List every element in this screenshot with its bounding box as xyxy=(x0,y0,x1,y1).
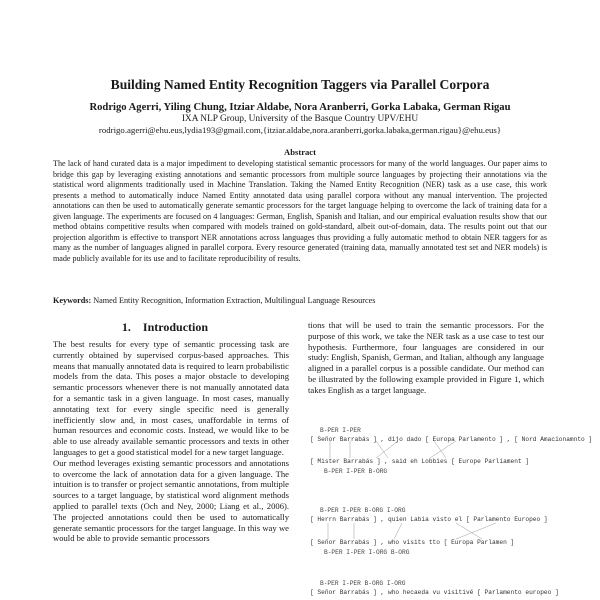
keywords-text: Named Entity Recognition, Information Extraction, Multilingual Language Resources xyxy=(93,296,376,305)
intro-paragraph-3: tions that will be used to train the semantic processors. For the purpose of this work, we take the NER task as a use case to test our hypothesis. Furthermore, four languages are considered in our study: English, Spanish, German, and Italian, although any language aligned in a parallel corpus is a possible candidate. Our method can be illustrated by the following example provided in Figure 1, which takes English as a target language. xyxy=(308,320,544,395)
fig-block1-bottom-tags: B-PER I-PER B-ORG xyxy=(324,468,388,475)
paper-authors: Rodrigo Agerri, Yiling Chung, Itziar Aldabe, Nora Aranberri, Gorka Labaka, German Rigau xyxy=(89,102,511,113)
intro-paragraph-2: Our method leverages existing semantic processors and annotations to overcome the lack of annotation data for a given language. The intuition is to transfer or project semantic annotations, from multiple sources to a target language, by statistical word alignment methods applied to parallel texts (Och and Ney, 2000; Liang et al., 2006). The projected annotations could then be used to automatically generate semantic processors for the target language. In this way we would be able to provide semantic processors xyxy=(53,457,289,544)
abstract-text: The lack of hand curated data is a major impediment to developing statistical semantic processors for many of the world languages. Our paper aims to bridge this gap by leveraging existing annotations and semantic processors from multiple source languages by projecting their annotations via the statistical word alignments traditionally used in Machine Translation. Taking the Named Entity Recognition (NER) task as a use case, this work presents a method to automatically induce Named Entity annotated data using parallel corpora without any manual intervention. The projected annotations can then be used to automatically generate semantic processors for the target language helping to overcome the lack of training data for a given language. The experiments are focused on 4 languages: German, English, Spanish and Italian, and our empirical evaluation results show that our method obtains competitive results when compared with models trained on gold-standard, albeit out-of-domain, data. The results point out that our projection algorithm is effective to transport NER annotations across languages thus providing a fully automatic method to obtain NER taggers for as many as the number of languages aligned in parallel corpora. Every resource generated (training data, manually annotated test set and NER models) is made publicly available for its use and to facilitate reproducibility of results. xyxy=(53,159,547,263)
section-title: Introduction xyxy=(142,320,209,334)
intro-paragraph-1: The best results for every type of semantic processing task are currently obtained by supervised corpus-based approaches. This means that manually annotated data is required to learn probabilistic models from the data. This poses a major obstacle to developing semantic processors whenever there is not manually annotated data for a semantic task in a given language. In most cases, manually annotating text for every single specific need is generally inefficiently slow and, in most cases, unaffordable in terms of human resources and economic costs. Instead, we would like to be able to use already available semantic processors and texts in other languages to get a good statistical model for a new target language. xyxy=(53,339,289,457)
paper-emails: rodrigo.agerri@ehu.eus,lydia193@gmail.com,{itziar.aldabe,nora.aranberri,gorka.labaka,german.rigau}@ehu.eus} xyxy=(98,125,502,135)
paper-affiliation: IXA NLP Group, University of the Basque Country UPV/EHU xyxy=(181,114,419,124)
fig-block2-target: [ Señor Barrabás ] , who visits tto [ Europa Parlamen ] xyxy=(310,539,515,546)
keywords-line xyxy=(53,295,547,306)
right-column xyxy=(308,320,544,396)
section-heading xyxy=(53,320,289,335)
fig-block2-bottom-tags: B-PER I-PER I-ORG B-ORG xyxy=(324,549,410,556)
fig-block1-target: [ Mister Barrabás ] , said eh Lobbies [ Europe Parliament ] xyxy=(310,458,530,465)
abstract-heading: Abstract xyxy=(284,147,316,157)
fig-block3-source: [ Señor Barrabás ] , who hecaeda vu visitivé [ Parlamento europeo ] xyxy=(310,589,559,596)
paper-title: Building Named Entity Recognition Taggers via Parallel Corpora xyxy=(110,77,490,92)
fig-block1-source: [ Señor Barrabás ] , dijo dado [ Europa Parlamento ] , [ Nord Amacionamnto ] xyxy=(310,436,593,443)
figure-1 xyxy=(306,425,593,600)
fig-block2-source: [ Herrn Barrabás ] , quien Labia visto el [ Parlamento Europeo ] xyxy=(310,516,548,523)
fig-block1-top-tags: B-PER I-PER xyxy=(320,427,361,434)
fig-block2-top-tags: B-PER I-PER B-ORG I-ORG xyxy=(320,507,406,514)
keywords-label: Keywords: xyxy=(53,296,92,305)
left-column xyxy=(53,339,289,600)
section-number: 1. xyxy=(121,320,131,334)
fig-block3-top-tags: B-PER I-PER B-ORG I-ORG xyxy=(320,580,406,587)
